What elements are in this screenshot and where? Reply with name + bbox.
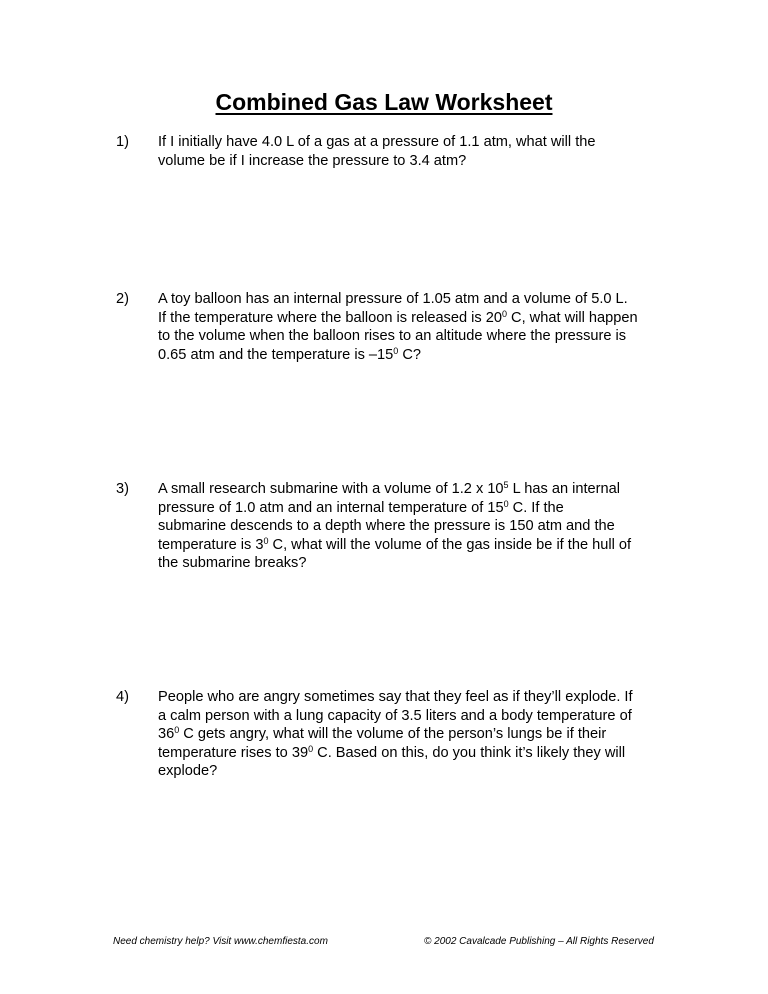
question-line: volume be if I increase the pressure to 3.4 atm? [158, 152, 467, 169]
superscript: 5 [503, 480, 509, 490]
footer-copyright: © 2002 Cavalcade Publishing – All Rights Reserved [424, 936, 654, 947]
question-number: 3) [116, 481, 129, 497]
question-line: 0.65 atm and the temperature is $-15^0$ C? [158, 345, 422, 363]
question-line: to the volume when the balloon rises to an altitude where the pressure is [158, 328, 627, 344]
question-text [158, 290, 678, 364]
superscript: 0 [503, 498, 509, 509]
superscript: 0 [501, 308, 507, 319]
question-text [158, 480, 678, 573]
question-number: 4) [116, 689, 129, 705]
question-line: submarine descends to a depth where the pressure is 150 atm and the [158, 518, 615, 534]
question-text [158, 688, 678, 781]
question-line: If the temperature where the balloon is released is $20^0$ C, what will happen [158, 308, 638, 326]
question-line: A small research submarine with a volume of 1.2 x $10^5$ L has an internal [158, 480, 620, 497]
superscript: 0 [308, 743, 314, 754]
question-text [158, 133, 678, 170]
question-number: 2) [116, 291, 129, 307]
footer-help-link-text: Need chemistry help? Visit www.chemfiesta.com [113, 936, 328, 947]
question-number: 1) [116, 134, 129, 150]
question-line: A toy balloon has an internal pressure of 1.05 atm and a volume of 5.0 L. [158, 291, 628, 307]
question-line: explode? [158, 763, 218, 779]
question-line: the submarine breaks? [158, 555, 307, 571]
question-line: pressure of 1.0 atm and an internal temperature of $15^0$ C. If the [158, 498, 564, 516]
question-line: If I initially have 4.0 L of a gas at a pressure of 1.1 atm, what will the [158, 134, 596, 150]
superscript: 0 [174, 725, 180, 735]
superscript: 0 [393, 345, 399, 356]
question-line: People who are angry sometimes say that they feel as if they’ll explode. If [158, 689, 633, 705]
superscript: 0 [263, 535, 269, 546]
question-line: temperature rises to $39^0$ C. Based on this, do you think it’s likely they will [158, 743, 626, 761]
question-line: a calm person with a lung capacity of 3.5 liters and a body temperature of [158, 707, 632, 724]
question-line: $36^0$ C gets angry, what will the volume of the person’s lungs be if their [158, 725, 607, 742]
question-line: temperature is $3^0$ C, what will the volume of the gas inside be if the hull of [158, 535, 632, 553]
worksheet-title: Combined Gas Law Worksheet [215, 89, 553, 115]
